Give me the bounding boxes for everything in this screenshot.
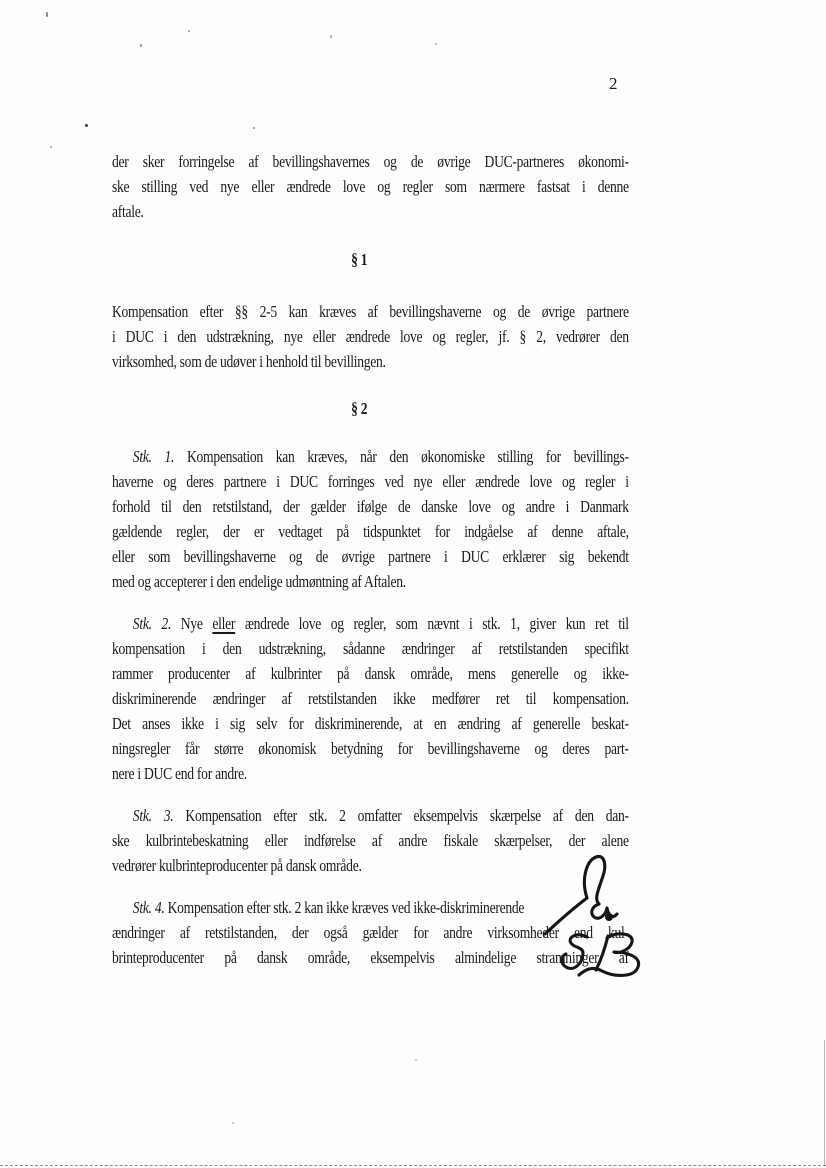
stk-lead: Stk. 4. [132,898,165,917]
signature-k-squiggle [592,904,617,918]
text-run: Kompensation kan kræves, når den økonomiske stilling for bevillings- [174,447,629,466]
text-line [112,444,629,469]
text-line: rammer producenter af kulbrinter på dansk område, mens generelle og ikke- [112,664,629,683]
intro-paragraph [112,149,629,224]
text-run: Kompensation efter stk. 2 kan ikke kræves ved ikke-diskriminerende [164,898,525,917]
scan-speck [415,1059,417,1061]
text-line: diskriminerende ændringer af retstilstanden ikke medfører ret til kompensation. [112,689,629,708]
text-run: Kompensation efter stk. 2 omfatter eksempelvis skærpelse af den dan- [173,806,629,825]
scan-speck [330,35,332,38]
scan-speck [232,1122,234,1124]
text-line: der sker forringelse af bevillingshavernes og de øvrige DUC-partneres økonomi- [112,152,629,171]
text-run: Nye [171,614,213,633]
text-line: gældende regler, der er vedtaget på tidspunktet for indgåelse af denne aftale, [112,522,629,541]
scan-speck [253,127,255,129]
text-line: eller som bevillingshaverne og de øvrige partnere i DUC erklærer sig bekendt [112,547,629,566]
text-line: ændringer af retstilstanden, der også gælder for andre virksomheder end kul- [112,923,629,942]
text-line: ske kulbrintebeskatning eller indførelse af andre fiskale skærpelser, der alene [112,831,629,850]
text-line: haverne og deres partnere i DUC forringes ved nye eller ændrede love og regler i [112,472,629,491]
text-line: med og accepterer i den endelige udmøntning af Aftalen. [112,572,406,591]
section-1-heading: § 1 [351,250,368,269]
scan-speck [85,124,88,127]
text-line: virksomhed, som de udøver i henhold til bevillingen. [112,352,386,371]
text-line: ske stilling ved nye eller ændrede love og regler som nærmere fastsat i denne [112,177,629,196]
text-line: aftale. [112,202,144,221]
signature-ink-blob [605,913,613,921]
text-line: kompensation i den udstrækning, sådanne ændringer af retstilstanden specifikt [112,639,629,658]
text-line [112,611,629,636]
scan-speck [50,146,52,148]
text-line: forhold til den retstilstand, der gælder ifølge de danske love og andre i Danmark [112,497,629,516]
text-line: Det anses ikke i sig selv for diskriminerende, at en ændring af generelle beskat- [112,714,629,733]
text-column [112,0,629,987]
stk-lead: Stk. 2. [132,614,172,633]
text-line: nere i DUC end for andre. [112,764,247,783]
handwritten-signature [530,840,710,1010]
paragraph-stk-1 [112,444,629,594]
section-1-paragraph [112,299,629,374]
signature-monogram-3 [562,935,587,968]
underlined-word: eller [212,614,236,633]
scan-speck [140,44,142,47]
section-2-heading: § 2 [351,399,368,418]
text-line: Kompensation efter §§ 2-5 kan kræves af bevillingshaverne og de øvrige partnere [112,302,629,321]
signature-monogram-b [579,934,639,976]
scan-speck [435,43,437,45]
scan-speck [188,30,190,32]
scan-edge-right [824,1040,825,1166]
page-number: 2 [609,74,618,93]
text-line: i DUC i den udstrækning, nye eller ændrede love og regler, jf. § 2, vedrører den [112,327,629,346]
paragraph-stk-2 [112,611,629,786]
text-line [112,803,629,828]
signature-loop-stroke [545,856,605,934]
text-run: ændrede love og regler, som nævnt i stk. 1, giver kun ret til [235,614,629,633]
text-line: ningsregler får større økonomisk betydning for bevillingshaverne og deres part- [112,739,629,758]
text-line: brinteproducenter på dansk område, eksempelvis almindelige stramninger af [112,948,629,967]
stk-lead: Stk. 1. [132,447,175,466]
scan-speck [46,12,48,17]
text-line: vedrører kulbrinteproducenter på dansk område. [112,856,362,875]
stk-lead: Stk. 3. [132,806,174,825]
scan-edge-bottom [0,1165,826,1166]
